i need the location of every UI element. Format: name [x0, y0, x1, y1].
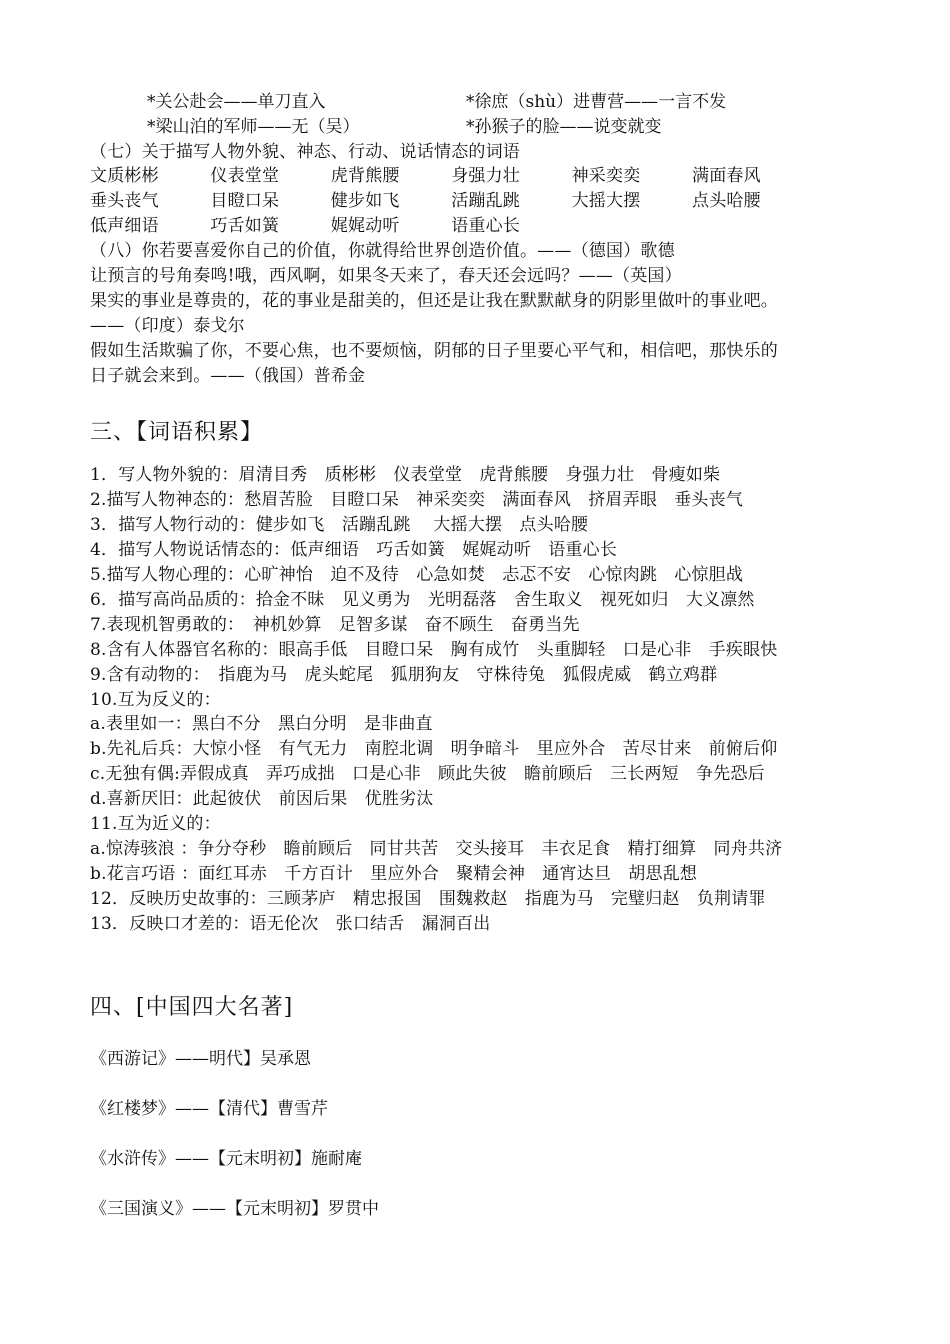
vocab-line: a.惊涛骇浪 ：争分夺秒 瞻前顾后 同甘共苦 交头接耳 丰衣足食 精打细算 同舟共济 — [90, 839, 783, 859]
xiehouyu-item: *徐庶（shù）进曹营——一言不发 — [466, 92, 727, 112]
book-line: 《红楼梦》——【清代】曹雪芹 — [90, 1099, 328, 1119]
vocab-line: 8.含有人体器官名称的：眼高手低 目瞪口呆 胸有成竹 头重脚轻 口是心非 手疾眼快 — [90, 640, 778, 660]
vocab-line: a.表里如一：黑白不分 黑白分明 是非曲直 — [90, 714, 433, 734]
quote-line: ——（印度）泰戈尔 — [90, 316, 245, 336]
xiehouyu-item: *孙猴子的脸——说变就变 — [466, 117, 662, 137]
book-line: 《水浒传》——【元末明初】施耐庵 — [90, 1149, 362, 1169]
vocab-line: b.先礼后兵：大惊小怪 有气无力 南腔北调 明争暗斗 里应外合 苦尽甘来 前俯后仰 — [90, 739, 778, 759]
vocab-line: 1．写人物外貌的：眉清目秀 质彬彬 仪表堂堂 虎背熊腰 身强力壮 骨瘦如柴 — [90, 465, 721, 485]
quote-line: 假如生活欺骗了你，不要心焦，也不要烦恼，阴郁的日子里要心平气和，相信吧，那快乐的 — [90, 341, 778, 361]
vocab-line: b.花言巧语 ：面红耳赤 千方百计 里应外合 聚精会神 通宵达旦 胡思乱想 — [90, 864, 698, 884]
vocab-line: 5.描写人物心理的：心旷神怡 迫不及待 心急如焚 忐忑不安 心惊肉跳 心惊胆战 — [90, 565, 744, 585]
book-line: 《西游记》——明代】吴承恩 — [90, 1049, 311, 1069]
vocab-line: 11.互为近义的： — [90, 814, 221, 834]
quote-line: 果实的事业是尊贵的，花的事业是甜美的，但还是让我在默默献身的阴影里做叶的事业吧。 — [90, 291, 778, 311]
section-7-row: 文质彬彬 仪表堂堂 虎背熊腰 身强力壮 神采奕奕 满面春风 — [90, 166, 761, 186]
vocab-line: 7.表现机智勇敢的： 神机妙算 足智多谋 奋不顾生 奋勇当先 — [90, 615, 580, 635]
vocab-line: 10.互为反义的： — [90, 690, 221, 710]
quote-line: 让预言的号角奏鸣!哦，西风啊，如果冬天来了，春天还会远吗？——（英国） — [90, 266, 682, 286]
vocab-line: c.无独有偶:弄假成真 弄巧成拙 口是心非 顾此失彼 瞻前顾后 三长两短 争先恐后 — [90, 764, 765, 784]
book-line: 《三国演义》——【元末明初】罗贯中 — [90, 1199, 379, 1219]
vocab-line: 2.描写人物神态的：愁眉苦脸 目瞪口呆 神采奕奕 满面春风 挤眉弄眼 垂头丧气 — [90, 490, 744, 510]
section-7-row: 垂头丧气 目瞪口呆 健步如飞 活蹦乱跳 大摇大摆 点头哈腰 — [90, 191, 761, 211]
vocab-line: 4．描写人物说话情态的：低声细语 巧舌如簧 娓娓动听 语重心长 — [90, 540, 618, 560]
vocab-line: 3．描写人物行动的：健步如飞 活蹦乱跳 大摇大摆 点头哈腰 — [90, 515, 589, 535]
section-7-row: 低声细语 巧舌如簧 娓娓动听 语重心长 — [90, 216, 520, 236]
quote-line: （八）你若要喜爱你自己的价值，你就得给世界创造价值。——（德国）歌德 — [90, 241, 675, 261]
vocab-line: 9.含有动物的： 指鹿为马 虎头蛇尾 狐朋狗友 守株待兔 狐假虎威 鹤立鸡群 — [90, 665, 718, 685]
vocab-line: 13．反映口才差的：语无伦次 张口结舌 漏洞百出 — [90, 914, 491, 934]
xiehouyu-item: *关公赴会——单刀直入 — [147, 92, 326, 112]
section-7-title: （七）关于描写人物外貌、神态、行动、说话情态的词语 — [90, 142, 520, 162]
part-4-heading: 四、[中国四大名著] — [90, 995, 294, 1020]
xiehouyu-item: *梁山泊的军师——无（吴） — [147, 117, 360, 137]
quote-line: 日子就会来到。——（俄国）普希金 — [90, 366, 366, 386]
vocab-line: 6．描写高尚品质的：拾金不昧 见义勇为 光明磊落 舍生取义 视死如归 大义凛然 — [90, 590, 755, 610]
vocab-line: d.喜新厌旧：此起彼伏 前因后果 优胜劣汰 — [90, 789, 434, 809]
part-3-heading: 三、【词语积累】 — [90, 420, 264, 445]
vocab-line: 12．反映历史故事的：三顾茅庐 精忠报国 围魏救赵 指鹿为马 完璧归赵 负荆请罪 — [90, 889, 766, 909]
